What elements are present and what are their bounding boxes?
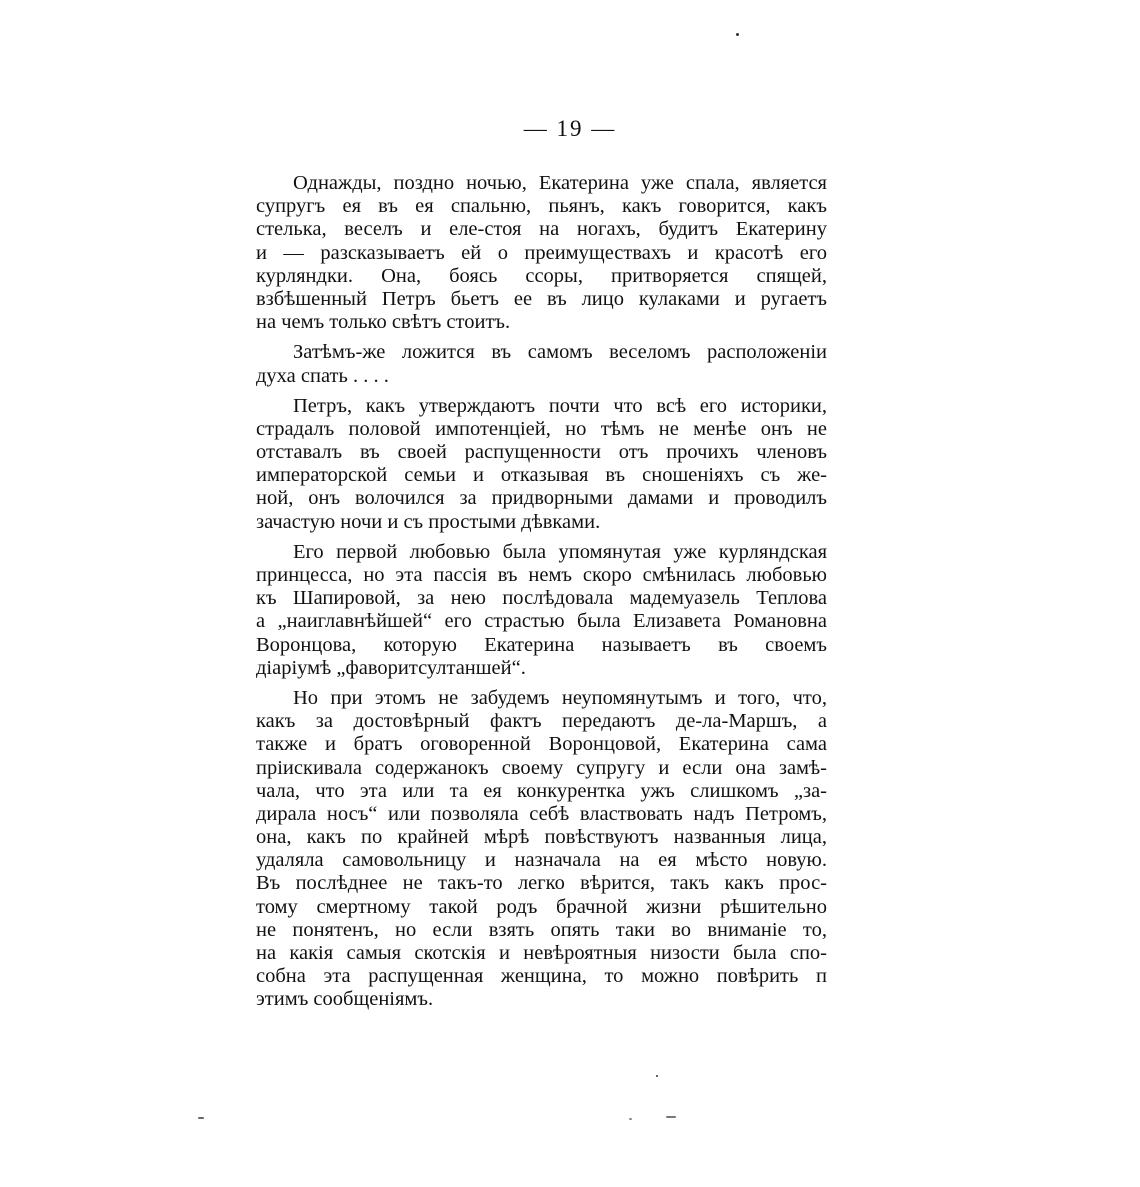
paragraph	[256, 172, 827, 334]
paragraph	[256, 395, 827, 534]
text-line: ной, онъ волочился за придворными дамами и проводилъ	[256, 487, 827, 510]
text-line: и — разсказываетъ ей о преимуществахъ и красотѣ его	[256, 241, 827, 264]
text-line: отставалъ въ своей распущенности отъ прочихъ членовъ	[256, 441, 827, 464]
text-line: діаріумѣ „фаворитсултаншей“.	[256, 656, 526, 679]
text-line: зачастую ночи и съ простыми дѣвками.	[256, 510, 601, 533]
text-line: а „наиглавнѣйшей“ его страстью была Елизавета Романовна	[256, 610, 827, 633]
text-line: тому смертному такой родъ брачной жизни рѣшительно	[256, 895, 827, 918]
text-line: она, какъ по крайней мѣрѣ повѣствуютъ названныя лица,	[256, 826, 827, 849]
text-line: духа спать . . . .	[256, 364, 389, 387]
text-line: Его первой любовью была упомянутая уже курляндская	[293, 540, 827, 563]
text-line: Воронцова, которую Екатерина называетъ въ своемъ	[256, 633, 827, 656]
paragraph	[256, 541, 827, 680]
text-line: также и братъ оговоренной Воронцовой, Екатерина сама	[256, 733, 827, 756]
text-line: на чемъ только свѣтъ стоитъ.	[256, 311, 511, 334]
text-line: стелька, веселъ и еле-стоя на ногахъ, будитъ Екатерину	[256, 218, 827, 241]
paragraph	[256, 341, 827, 387]
scan-speck	[198, 1117, 204, 1119]
paragraph	[256, 687, 827, 1012]
text-line: принцесса, но эта пассія въ немъ скоро смѣнилась любовью	[256, 564, 827, 586]
text-line: супругъ ея въ ея спальню, пьянъ, какъ говорится, какъ	[256, 195, 827, 218]
text-line: собна эта распущенная женщина, то можно повѣрить п	[256, 965, 827, 988]
scan-speck	[629, 1118, 632, 1120]
page-number: — 19 —	[523, 116, 617, 141]
text-line: Затѣмъ-же ложится въ самомъ веселомъ расположеніи	[293, 341, 827, 364]
text-line: этимъ сообщеніямъ.	[256, 988, 434, 1011]
text-line: Петръ, какъ утверждаютъ почти что всѣ его историки,	[293, 394, 827, 417]
text-line: пріискивала содержанокъ своему супругу и если она замѣ-	[256, 756, 827, 779]
text-line: Но при этомъ не забудемъ неупомянутымъ и того, что,	[293, 686, 827, 709]
text-line: какъ за достовѣрный фактъ передаютъ де-ла-Маршъ, а	[256, 710, 827, 733]
text-line: чала, что эта или та ея конкурентка ужъ слишкомъ „за-	[256, 779, 827, 802]
text-line: къ Шапировой, за нею послѣдовала мадемуазель Теплова	[256, 587, 827, 610]
text-line: Однажды, поздно ночью, Екатерина уже спала, является	[293, 172, 827, 194]
text-line: курляндки. Она, боясь ссоры, притворяется спящей,	[256, 264, 827, 287]
scan-speck	[666, 1116, 676, 1118]
text-line: Въ послѣднее не такъ-то легко вѣрится, такъ какъ прос-	[256, 872, 827, 895]
text-line: страдалъ половой импотенціей, но тѣмъ не менѣе онъ не	[256, 417, 827, 440]
text-line: взбѣшенный Петръ бьетъ ее въ лицо кулаками и ругаетъ	[256, 287, 827, 310]
scan-speck	[656, 1075, 658, 1077]
text-line: на какія самыя скотскія и невѣроятныя низости была спо-	[256, 942, 827, 964]
text-line: не понятенъ, но если взять опять таки во вниманіе то,	[256, 918, 827, 941]
scan-speck	[736, 33, 739, 36]
text-line: удаляла самовольницу и назначала на ея мѣсто новую.	[256, 849, 827, 872]
body-text	[256, 172, 827, 1019]
text-line: императорской семьи и отказывая въ сношеніяхъ съ же-	[256, 464, 827, 487]
text-line: дирала носъ“ или позволяла себѣ властвовать надъ Петромъ,	[256, 802, 827, 825]
